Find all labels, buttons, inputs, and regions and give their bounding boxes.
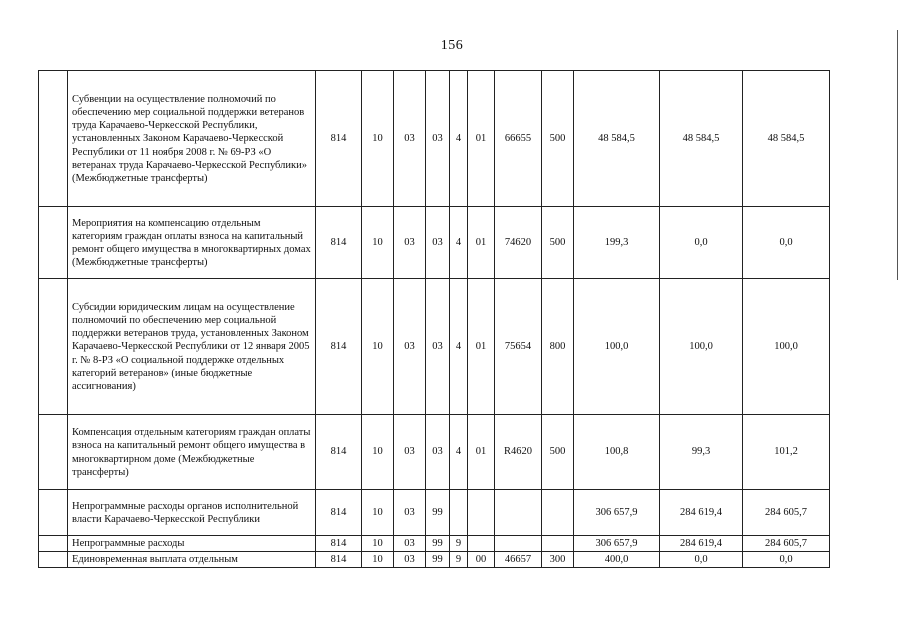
cell-rz: 10 [362, 71, 394, 207]
cell-grbs: 814 [316, 536, 362, 552]
cell-csr-4: 46657 [495, 552, 542, 568]
cell-amount-3: 0,0 [743, 207, 830, 279]
cell-csr-2: 4 [450, 415, 468, 490]
cell-grbs: 814 [316, 490, 362, 536]
cell-pr: 03 [394, 552, 426, 568]
cell-csr-4: R4620 [495, 415, 542, 490]
cell-amount-1: 400,0 [574, 552, 660, 568]
cell-grbs: 814 [316, 279, 362, 415]
cell-vr: 500 [542, 415, 574, 490]
blank-cell [39, 415, 68, 490]
budget-table [38, 70, 830, 568]
cell-amount-3: 100,0 [743, 279, 830, 415]
cell-csr-3 [468, 490, 495, 536]
cell-vr: 500 [542, 71, 574, 207]
cell-amount-1: 48 584,5 [574, 71, 660, 207]
cell-pr: 03 [394, 490, 426, 536]
row-name: Непрограммные расходы органов исполнительной власти Карачаево-Черкесской Республики [68, 490, 316, 536]
page-number: 156 [440, 38, 464, 53]
cell-amount-2: 0,0 [660, 207, 743, 279]
cell-vr: 300 [542, 552, 574, 568]
table-row [39, 552, 830, 568]
cell-grbs: 814 [316, 71, 362, 207]
cell-grbs: 814 [316, 415, 362, 490]
cell-csr-3: 01 [468, 279, 495, 415]
cell-csr-2: 4 [450, 71, 468, 207]
cell-amount-2: 48 584,5 [660, 71, 743, 207]
cell-pr: 03 [394, 207, 426, 279]
row-name: Непрограммные расходы [68, 536, 316, 552]
cell-amount-3: 101,2 [743, 415, 830, 490]
cell-rz: 10 [362, 490, 394, 536]
cell-amount-3: 284 605,7 [743, 490, 830, 536]
cell-amount-2: 100,0 [660, 279, 743, 415]
table-row [39, 415, 830, 490]
cell-csr-2: 4 [450, 279, 468, 415]
cell-grbs: 814 [316, 552, 362, 568]
table-row [39, 207, 830, 279]
cell-csr-2 [450, 490, 468, 536]
cell-csr-1: 03 [426, 415, 450, 490]
row-name: Единовременная выплата отдельным [68, 552, 316, 568]
cell-pr: 03 [394, 415, 426, 490]
cell-pr: 03 [394, 279, 426, 415]
cell-csr-1: 03 [426, 71, 450, 207]
cell-amount-2: 284 619,4 [660, 536, 743, 552]
cell-csr-1: 99 [426, 490, 450, 536]
cell-amount-1: 100,8 [574, 415, 660, 490]
cell-rz: 10 [362, 536, 394, 552]
cell-amount-1: 100,0 [574, 279, 660, 415]
cell-amount-1: 306 657,9 [574, 536, 660, 552]
cell-csr-2: 9 [450, 536, 468, 552]
cell-csr-1: 03 [426, 207, 450, 279]
cell-csr-2: 4 [450, 207, 468, 279]
cell-amount-1: 199,3 [574, 207, 660, 279]
blank-cell [39, 490, 68, 536]
cell-csr-3: 00 [468, 552, 495, 568]
cell-csr-1: 03 [426, 279, 450, 415]
table-row [39, 279, 830, 415]
cell-rz: 10 [362, 207, 394, 279]
cell-amount-2: 99,3 [660, 415, 743, 490]
cell-csr-4 [495, 536, 542, 552]
cell-grbs: 814 [316, 207, 362, 279]
cell-csr-4: 75654 [495, 279, 542, 415]
cell-csr-2: 9 [450, 552, 468, 568]
cell-csr-4 [495, 490, 542, 536]
cell-pr: 03 [394, 536, 426, 552]
row-name: Субсидии юридическим лицам на осуществление полномочий по обеспечению мер социальной поддержки ветеранов труда, установленных Законом Карачаево-Черкесской Республики от 12 января 2005 г. № 8-РЗ «О социальной поддержке отдельных категорий ветеранов» (иные бюджетные ассигнования) [68, 279, 316, 415]
cell-csr-4: 66655 [495, 71, 542, 207]
cell-csr-3: 01 [468, 207, 495, 279]
blank-cell [39, 552, 68, 568]
cell-amount-1: 306 657,9 [574, 490, 660, 536]
row-name: Мероприятия на компенсацию отдельным категориям граждан оплаты взноса на капитальный ремонт общего имущества в многоквартирных домах (Межбюджетные трансферты) [68, 207, 316, 279]
cell-csr-1: 99 [426, 552, 450, 568]
cell-vr [542, 490, 574, 536]
cell-rz: 10 [362, 279, 394, 415]
page-edge-line [897, 30, 898, 280]
cell-csr-3: 01 [468, 71, 495, 207]
cell-amount-2: 284 619,4 [660, 490, 743, 536]
blank-cell [39, 279, 68, 415]
cell-rz: 10 [362, 415, 394, 490]
table-row [39, 71, 830, 207]
cell-vr: 500 [542, 207, 574, 279]
blank-cell [39, 71, 68, 207]
cell-csr-1: 99 [426, 536, 450, 552]
cell-pr: 03 [394, 71, 426, 207]
row-name: Компенсация отдельным категориям граждан оплаты взноса на капитальный ремонт общего имущества в многоквартирном доме (Межбюджетные трансферты) [68, 415, 316, 490]
cell-amount-3: 0,0 [743, 552, 830, 568]
cell-vr [542, 536, 574, 552]
cell-csr-3 [468, 536, 495, 552]
cell-csr-3: 01 [468, 415, 495, 490]
blank-cell [39, 207, 68, 279]
table-row [39, 536, 830, 552]
cell-amount-3: 48 584,5 [743, 71, 830, 207]
row-name: Субвенции на осуществление полномочий по обеспечению мер социальной поддержки ветеранов труда Карачаево-Черкесской Республики, установленных Законом Карачаево-Черкесской Республики от 11 ноября 2008 г. № 69-РЗ «О ветеранах труда Карачаево-Черкесской Республики» (Межбюджетные трансферты) [68, 71, 316, 207]
cell-amount-3: 284 605,7 [743, 536, 830, 552]
cell-vr: 800 [542, 279, 574, 415]
cell-amount-2: 0,0 [660, 552, 743, 568]
table-row [39, 490, 830, 536]
cell-csr-4: 74620 [495, 207, 542, 279]
cell-rz: 10 [362, 552, 394, 568]
blank-cell [39, 536, 68, 552]
